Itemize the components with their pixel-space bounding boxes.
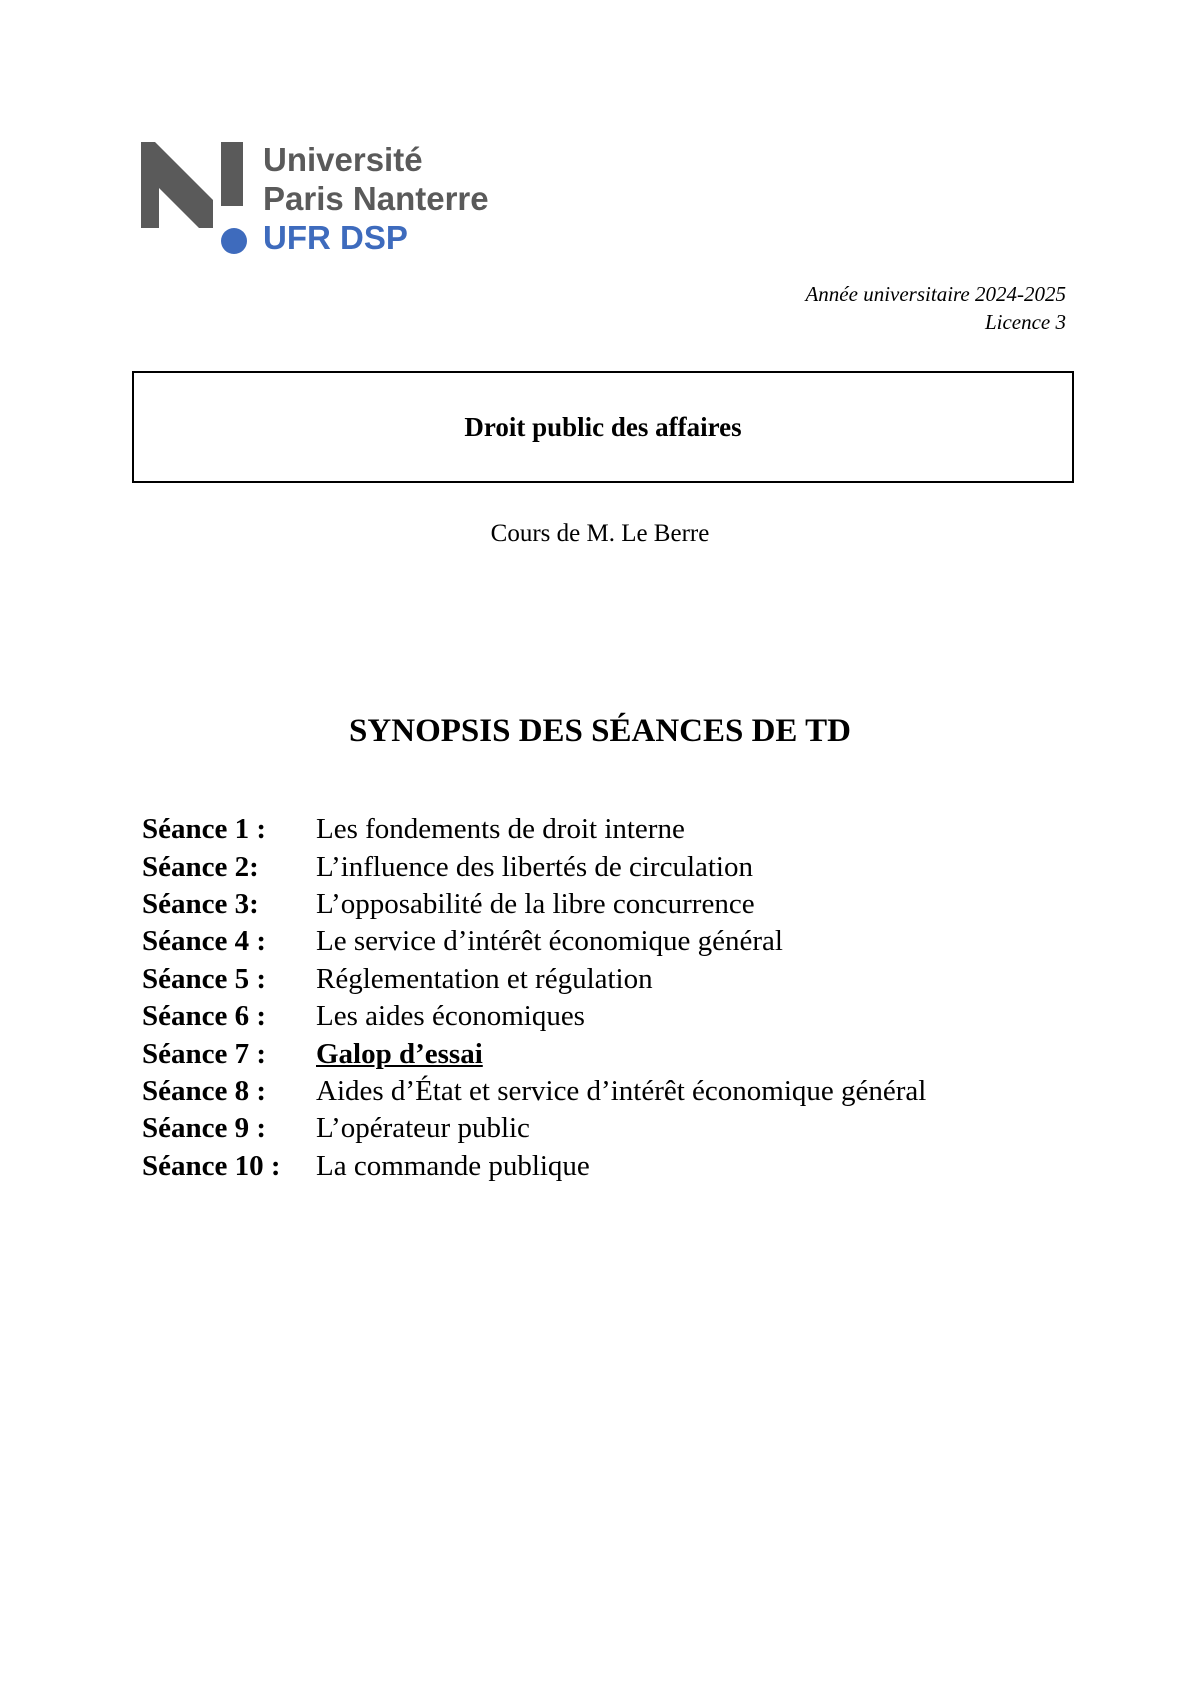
session-row <box>142 848 1092 885</box>
session-number: Séance 2: <box>142 850 259 883</box>
licence-level: Licence 3 <box>984 310 1066 334</box>
session-number: Séance 5 : <box>142 962 267 995</box>
nanterre-logo-mark-icon <box>141 142 245 228</box>
logo-dot-icon <box>221 228 247 254</box>
university-logo <box>141 140 521 260</box>
lecturer-line: Cours de M. Le Berre <box>490 520 710 547</box>
session-topic: La commande publique <box>316 1149 590 1182</box>
session-topic: Les fondements de droit interne <box>316 813 685 846</box>
session-row <box>142 1148 1092 1185</box>
session-topic: L’opposabilité de la libre concurrence <box>316 887 755 920</box>
session-topic: Aides d’État et service d’intérêt économique général <box>316 1074 927 1107</box>
session-row <box>142 886 1092 923</box>
academic-year: Année universitaire 2024-2025 <box>805 282 1066 306</box>
session-row <box>142 961 1092 998</box>
logo-text-ufr-dsp: UFR DSP <box>263 219 408 256</box>
session-topic-exam: Galop d’essai <box>316 1037 483 1070</box>
session-number: Séance 3: <box>142 887 259 920</box>
logo-text-universite: Université <box>263 141 423 178</box>
session-list <box>142 811 1092 1185</box>
session-number: Séance 8 : <box>142 1074 267 1107</box>
document-meta <box>805 280 1066 336</box>
course-title: Droit public des affaires <box>464 411 742 442</box>
session-number: Séance 7 : <box>142 1037 267 1070</box>
session-topic: Les aides économiques <box>316 1000 585 1033</box>
session-row <box>142 811 1092 848</box>
session-topic: L’opérateur public <box>316 1112 530 1145</box>
course-title-box <box>132 371 1074 483</box>
session-topic: L’influence des libertés de circulation <box>316 850 753 883</box>
session-number: Séance 10 : <box>142 1149 281 1182</box>
logo-text-paris-nanterre: Paris Nanterre <box>263 180 489 217</box>
session-row <box>142 998 1092 1035</box>
session-number: Séance 6 : <box>142 1000 267 1033</box>
session-row <box>142 1035 1092 1072</box>
synopsis-heading: SYNOPSIS DES SÉANCES DE TD <box>349 713 851 749</box>
session-topic: Réglementation et régulation <box>316 962 653 995</box>
session-number: Séance 9 : <box>142 1112 267 1145</box>
session-row <box>142 923 1092 960</box>
session-row <box>142 1073 1092 1110</box>
session-number: Séance 4 : <box>142 925 267 958</box>
session-number: Séance 1 : <box>142 813 267 846</box>
session-row <box>142 1110 1092 1147</box>
session-topic: Le service d’intérêt économique général <box>316 925 783 958</box>
